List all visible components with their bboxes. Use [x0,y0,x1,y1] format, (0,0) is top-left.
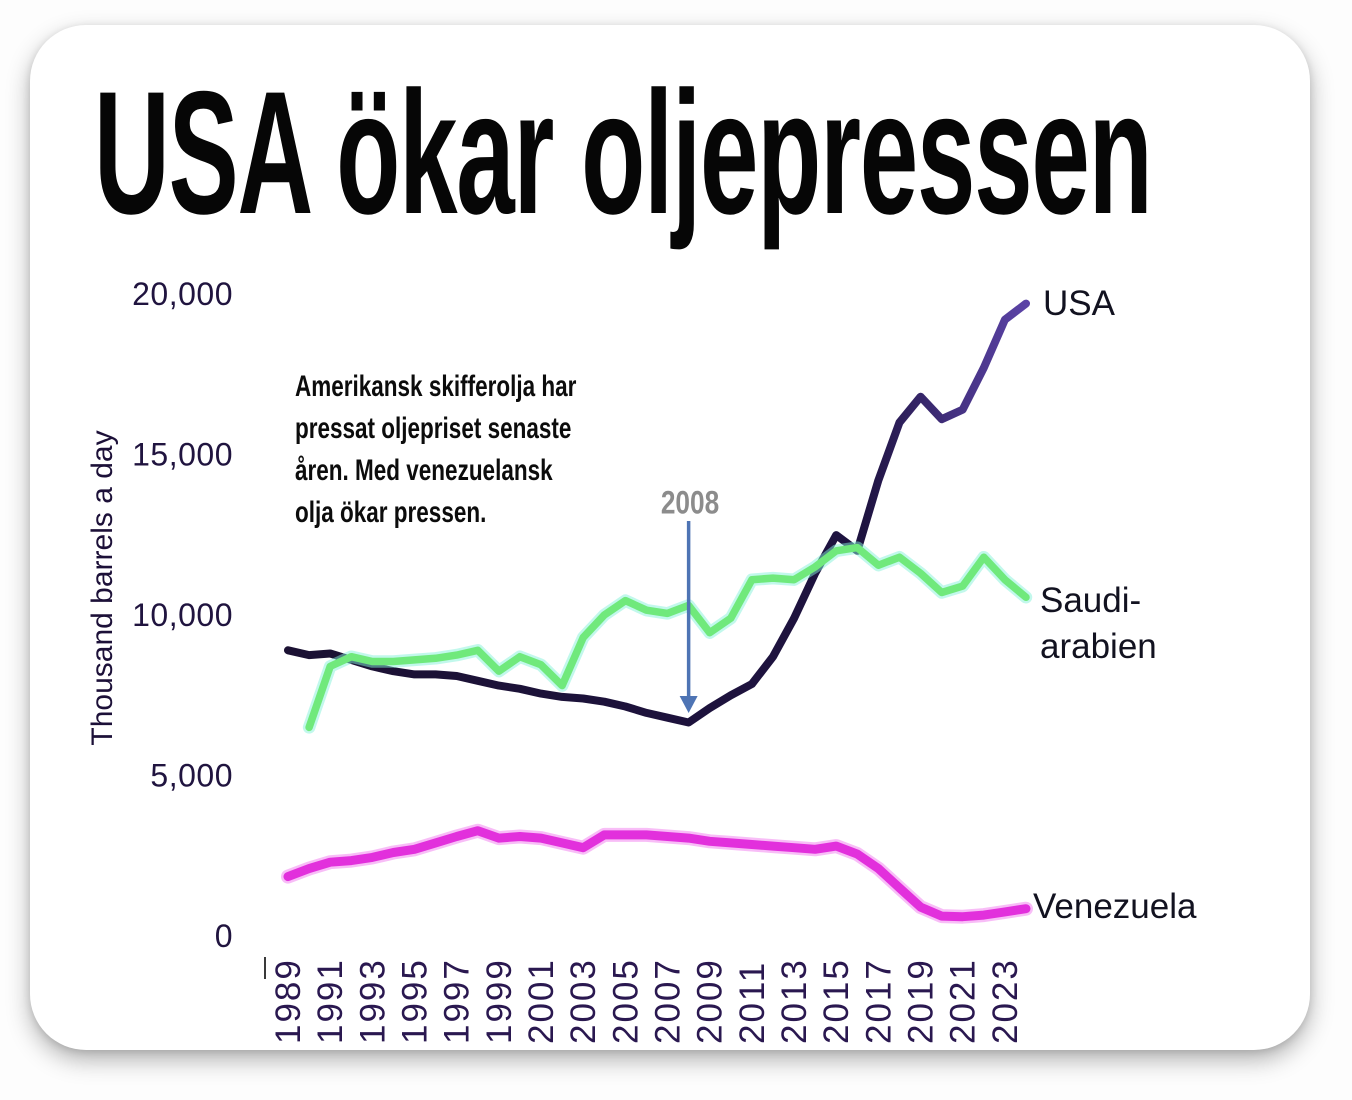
x-tick-label: 2013 [775,958,815,1044]
series-label-saudi-line2: arabien [1040,627,1157,666]
x-tick-label: 2007 [648,958,688,1044]
x-tick-label: 2005 [606,958,646,1044]
page-title: USA ökar oljepressen [94,56,1152,251]
y-axis-title: Thousand barrels a day [86,430,119,746]
annotation-line: pressat oljepriset senaste [295,412,572,445]
x-tick-label: 2015 [817,958,857,1044]
x-tick-label: 1995 [395,958,435,1044]
x-tick-label: 1993 [353,958,393,1044]
series-label-usa: USA [1043,284,1115,323]
x-tick-label: 2017 [859,958,899,1044]
x-tick-label: 1991 [311,958,351,1044]
x-tick-label: 2019 [901,958,941,1044]
x-tick-label: 1999 [479,958,519,1044]
x-tick-label: 2003 [564,958,604,1044]
y-tick-label: 15,000 [132,436,233,473]
x-tick-label: 2021 [943,958,983,1044]
x-tick-label: 2011 [732,960,772,1044]
series-label-saudi-line1: Saudi- [1040,581,1142,620]
chart-card [30,25,1310,1050]
x-tick-label: 1989 [269,958,308,1044]
annotation-2008-label: 2008 [660,484,720,521]
annotation-line: åren. Med venezuelansk [295,454,553,487]
x-tick-label: 2009 [690,958,730,1044]
x-tick-label: 2001 [522,958,562,1044]
x-tick-label: 1997 [437,958,477,1044]
annotation-line: olja ökar pressen. [295,496,487,529]
y-tick-label: 20,000 [132,276,233,312]
y-tick-label: 5,000 [150,757,233,794]
x-tick-label: 2023 [985,958,1025,1044]
annotation-line: Amerikansk skifferolja har [295,370,577,403]
series-label-venezuela: Venezuela [1033,887,1197,926]
y-tick-label: 0 [214,918,233,954]
y-tick-label: 10,000 [132,597,233,633]
